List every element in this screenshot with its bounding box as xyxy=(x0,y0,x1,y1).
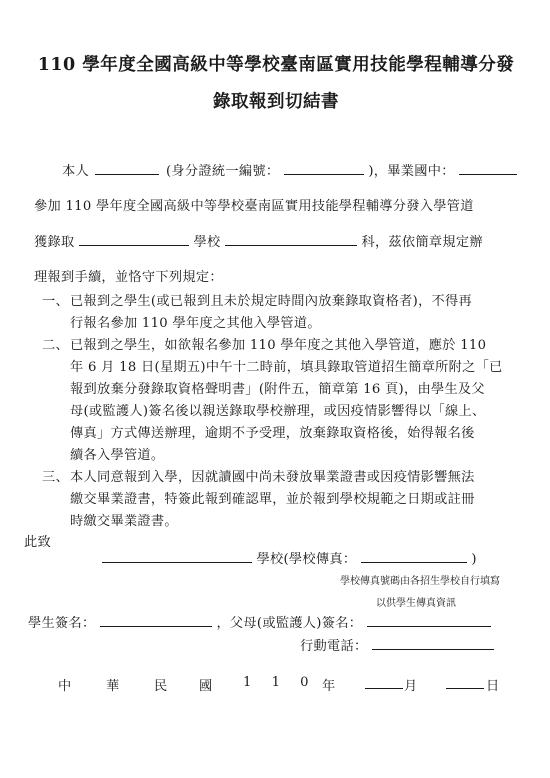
date-month-field[interactable] xyxy=(365,676,403,689)
date-char-2: 華 xyxy=(106,679,120,694)
signing-school-field[interactable] xyxy=(102,550,252,563)
id-number-field[interactable] xyxy=(284,162,364,175)
phone-label: 行動電話： xyxy=(300,639,368,654)
name-field[interactable] xyxy=(95,162,159,175)
intro-line-1 xyxy=(62,160,517,179)
parent-signature-field[interactable] xyxy=(367,614,491,627)
date-year: 1 1 0 xyxy=(243,675,317,690)
rule-2-line-5: 傳真」方式傳送辦理，逾期不予受理，放棄錄取資格後，始得報名後 xyxy=(70,426,475,441)
school-fax-field[interactable] xyxy=(361,550,467,563)
department-field[interactable] xyxy=(225,233,357,246)
phone-line xyxy=(300,635,494,654)
intro-admitted-label: 獲錄取 xyxy=(34,235,75,250)
school-fax-close: ) xyxy=(471,552,477,567)
rule-2-number: 二、 xyxy=(42,338,69,353)
rule-2-line-3: 報到放棄分發錄取資格聲明書」(附件五，簡章第 16 頁)，由學生及父 xyxy=(70,382,485,397)
phone-field[interactable] xyxy=(372,637,494,650)
rule-3-line-3: 時繳交畢業證書。 xyxy=(70,514,178,529)
closing-salutation: 此致 xyxy=(24,535,51,550)
intro-grad-label: )，畢業國中： xyxy=(368,164,455,179)
date-year-label: 年 xyxy=(322,679,336,694)
date-day-field[interactable] xyxy=(446,676,484,689)
rule-1-line-1: 已報到之學生(或已報到且未於規定時間內放棄錄取資格者)，不得再 xyxy=(70,294,473,309)
document-title: 110 學年度全國高級中等學校臺南區實用技能學程輔導分發 xyxy=(37,55,515,75)
rule-3-line-2: 繳交畢業證書，特簽此報到確認單，並於報到學校規範之日期或註冊 xyxy=(70,492,475,507)
signature-line xyxy=(28,612,491,631)
intro-id-label: (身分證統一編號： xyxy=(165,164,280,179)
date-char-3: 民 xyxy=(154,679,168,694)
rule-3-line-1: 本人同意報到入學，因就讀國中尚未發放畢業證書或因疫情影響無法 xyxy=(70,470,475,485)
student-signature-label: 學生簽名： xyxy=(28,616,96,631)
rule-2-line-2: 年 6 月 18 日(星期五)中午十二時前，填具錄取管道招生簡章所附之「已 xyxy=(70,360,503,375)
rule-1-line-2: 行報名參加 110 學年度之其他入學管道。 xyxy=(70,316,321,331)
date-day-label: 日 xyxy=(486,679,500,694)
intro-dept-tail: 科，茲依簡章規定辦 xyxy=(361,235,483,250)
intro-line-2: 參加 110 學年度全國高級中等學校臺南區實用技能學程輔導分發入學管道 xyxy=(34,199,474,214)
school-fax-label: 學校(學校傳真： xyxy=(256,552,357,567)
fax-note-2: 以供學生傳真資訊 xyxy=(376,598,456,609)
date-char-4: 國 xyxy=(199,679,213,694)
intro-line-4: 理報到手續，並恪守下列規定： xyxy=(34,270,223,285)
rule-1-number: 一、 xyxy=(42,294,69,309)
parent-signature-label: ，父母(或監護人)簽名： xyxy=(216,616,363,631)
school-fax-line xyxy=(102,548,477,567)
fax-note-1: 學校傳真號碼由各招生學校自行填寫 xyxy=(340,576,500,587)
rule-2-line-1: 已報到之學生，如欲報名參加 110 學年度之其他入學管道，應於 110 xyxy=(70,338,487,353)
intro-lead: 本人 xyxy=(62,164,89,179)
rule-2-line-4: 母(或監護人)簽名後以親送錄取學校辦理，或因疫情影響得以「線上、 xyxy=(70,404,486,419)
date-month-label: 月 xyxy=(404,679,418,694)
intro-school-label: 學校 xyxy=(193,235,221,250)
rule-2-line-6: 續各入學管道。 xyxy=(70,448,165,463)
rule-3-number: 三、 xyxy=(42,470,69,485)
junior-high-field[interactable] xyxy=(459,162,517,175)
document-subtitle: 錄取報到切結書 xyxy=(213,92,339,112)
intro-line-3 xyxy=(34,231,483,250)
school-name-field[interactable] xyxy=(79,233,189,246)
date-char-1: 中 xyxy=(58,679,72,694)
student-signature-field[interactable] xyxy=(100,614,212,627)
